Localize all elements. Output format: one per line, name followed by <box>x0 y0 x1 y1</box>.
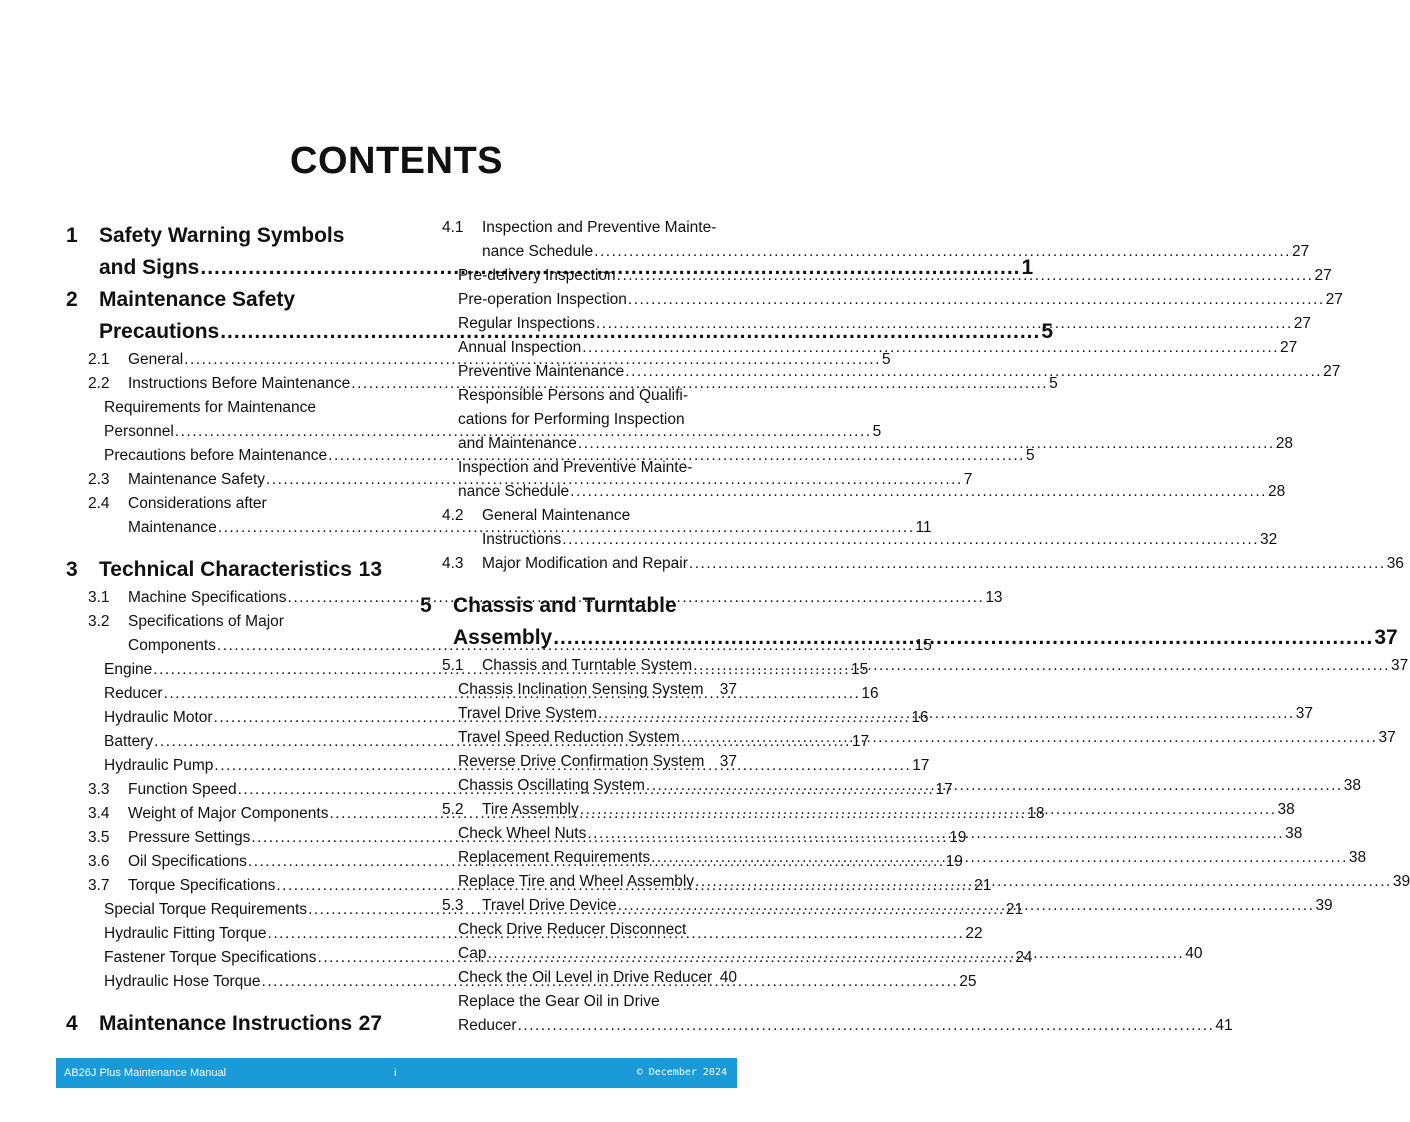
toc-entry[interactable] <box>420 480 1286 504</box>
toc-entry-title: Instructions Before Maintenance <box>128 375 351 392</box>
toc-entry-number: 3.6 <box>88 853 110 870</box>
footer-page-number: i <box>394 1067 397 1079</box>
toc-entry-page: 16 <box>861 685 879 702</box>
toc-entry <box>420 990 737 1014</box>
toc-spacer <box>66 540 382 554</box>
toc-entry-title: Tire Assembly <box>482 801 579 818</box>
toc-leader-dots <box>578 432 1275 456</box>
toc-entry-number: 4.1 <box>442 219 464 236</box>
toc-entry-number: 2.1 <box>88 351 110 368</box>
toc-entry-page: 27 <box>1291 243 1310 260</box>
toc-entry <box>420 216 737 240</box>
toc-entry-title: Preventive Maintenance <box>458 363 625 380</box>
toc-entry-number: 3.1 <box>88 589 110 606</box>
toc-entry-title: Cap <box>458 945 487 962</box>
toc-entry-page: 28 <box>1267 483 1286 500</box>
toc-leader-dots <box>695 870 1392 894</box>
toc-entry-title: Battery <box>104 733 154 750</box>
toc-entry-title: Replace the Gear Oil in Drive <box>458 993 660 1010</box>
toc-entry-title: Specifications of Major <box>128 613 284 630</box>
toc-leader-dots <box>518 1014 1215 1038</box>
footer-date: © December 2024 <box>636 1067 727 1078</box>
toc-entry-number: 5.2 <box>442 801 464 818</box>
toc-entry-page: 32 <box>1260 531 1278 548</box>
toc-entry-page: 5 <box>881 351 891 368</box>
toc-leader-dots <box>594 240 1291 264</box>
toc-entry-title: Travel Drive System <box>458 705 597 722</box>
toc-leader-dots <box>689 552 1386 576</box>
toc-entry-title: Regular Inspections <box>458 315 595 332</box>
toc-leader-dots <box>618 894 1315 918</box>
toc-entry-title: nance Schedule <box>458 483 570 500</box>
toc-entry-title: Chassis and Turntable System <box>482 657 693 674</box>
toc-entry-number: 1 <box>66 224 78 247</box>
toc-entry-page: 17 <box>912 757 930 774</box>
toc-entry-page: 27 <box>1293 315 1312 332</box>
toc-entry[interactable] <box>420 264 1332 288</box>
toc-entry-title: Hydraulic Hose Torque <box>104 973 261 990</box>
toc-entry-page: 37 <box>719 753 737 770</box>
toc-entry-title: Technical Characteristics <box>99 558 352 581</box>
toc-entry-title: General <box>128 351 184 368</box>
toc-entry-title: Travel Drive Device <box>482 897 617 914</box>
toc-entry <box>420 408 737 432</box>
toc-entry[interactable] <box>420 312 1312 336</box>
toc-entry-title: Hydraulic Pump <box>104 757 214 774</box>
toc-entry-page: 16 <box>911 709 929 726</box>
toc-entry <box>66 610 382 634</box>
toc-entry-title: Pre-operation Inspection <box>458 291 627 308</box>
toc-entry-number: 2.4 <box>88 495 110 512</box>
toc-leader-dots <box>582 336 1279 360</box>
toc-entry-title: Chassis and Turntable <box>453 594 677 617</box>
toc-entry <box>66 492 382 516</box>
toc-entry-page: 1 <box>1021 256 1034 279</box>
toc-entry-title: and Maintenance <box>458 435 577 452</box>
toc-entry-title: Annual Inspection <box>458 339 582 356</box>
toc-entry-title: Hydraulic Fitting Torque <box>104 925 267 942</box>
toc-entry-title: Maintenance Instructions <box>99 1012 353 1035</box>
toc-entry-page: 21 <box>974 877 992 894</box>
toc-entry-number: 3.4 <box>88 805 110 822</box>
toc-leader-dots <box>693 654 1390 678</box>
toc-entry-page: 39 <box>1392 873 1410 890</box>
toc-entry-page: 40 <box>719 969 737 986</box>
toc-entry-number: 2 <box>66 288 78 311</box>
toc-entry-page: 36 <box>1386 555 1404 572</box>
toc-entry-title: Check Drive Reducer Disconnect <box>458 921 687 938</box>
toc-entry[interactable] <box>420 528 1278 552</box>
toc-entry-title: Requirements for Maintenance <box>104 399 316 416</box>
toc-entry-number: 4.2 <box>442 507 464 524</box>
toc-entry-title: Reducer <box>104 685 163 702</box>
toc-entry-number: 5 <box>420 594 432 617</box>
toc-entry-page: 5 <box>1041 320 1054 343</box>
toc-entry[interactable] <box>66 1008 382 1040</box>
toc-entry-title: Safety Warning Symbols <box>99 224 345 247</box>
toc-entry-page: 15 <box>851 661 869 678</box>
toc-entry-title: Weight of Major Components <box>128 805 329 822</box>
toc-entry-title: Pressure Settings <box>128 829 251 846</box>
toc-leader-dots <box>580 798 1277 822</box>
toc-entry-page: 37 <box>1391 657 1409 674</box>
toc-leader-dots <box>487 942 1184 966</box>
toc-entry-title: Precautions before Maintenance <box>104 447 328 464</box>
toc-entry-page: 41 <box>1215 1017 1233 1034</box>
toc-entry[interactable] <box>420 678 737 702</box>
toc-entry-title: Engine <box>104 661 153 678</box>
toc-entry-page: 27 <box>1325 291 1343 308</box>
toc-entry-title: Considerations after <box>128 495 267 512</box>
page-footer <box>56 1058 737 1088</box>
toc-entry-title: Function Speed <box>128 781 237 798</box>
toc-entry-page: 37 <box>1378 729 1396 746</box>
toc-entry-page: 38 <box>1285 825 1303 842</box>
toc-leader-dots <box>646 774 1343 798</box>
toc-entry-page: 18 <box>1027 805 1045 822</box>
toc-entry-title: Hydraulic Motor <box>104 709 213 726</box>
toc-entry-number: 5.3 <box>442 897 464 914</box>
toc-spacer <box>420 576 737 590</box>
toc-leader-dots <box>596 312 1293 336</box>
toc-entry-page: 11 <box>915 519 932 536</box>
toc-entry <box>66 284 382 316</box>
toc-entry-number: 2.2 <box>88 375 110 392</box>
footer-manual-title: AB26J Plus Maintenance Manual <box>64 1067 227 1079</box>
toc-entry-number: 2.3 <box>88 471 110 488</box>
toc-entry <box>420 590 737 622</box>
toc-entry-title: Inspection and Preventive Mainte- <box>458 459 693 476</box>
toc-leader-dots <box>617 264 1314 288</box>
toc-entry-page: 37 <box>1374 626 1398 649</box>
toc-entry-page: 7 <box>963 471 973 488</box>
toc-entry-title: and Signs <box>99 256 200 279</box>
toc-entry[interactable] <box>420 336 1298 360</box>
toc-entry-page: 25 <box>959 973 977 990</box>
toc-entry[interactable] <box>420 288 1343 312</box>
toc-entry-page: 17 <box>935 781 953 798</box>
toc-entry-title: Special Torque Requirements <box>104 901 308 918</box>
toc-leader-dots <box>587 822 1284 846</box>
toc-entry-title: Major Modification and Repair <box>482 555 688 572</box>
toc-entry-title: Travel Speed Reduction System <box>458 729 680 746</box>
toc-entry-page: 37 <box>719 681 737 698</box>
toc-entry <box>420 504 737 528</box>
toc-entry-page: 27 <box>358 1012 382 1035</box>
toc-entry-title: Inspection and Preventive Mainte- <box>482 219 717 236</box>
toc-entry-title: cations for Performing Inspection <box>458 411 685 428</box>
toc-entry-page: 37 <box>1295 705 1313 722</box>
toc-entry-page: 27 <box>1280 339 1298 356</box>
toc-entry-title: Fastener Torque Specifications <box>104 949 317 966</box>
toc-entry-page: 28 <box>1275 435 1293 452</box>
toc-leader-dots <box>598 702 1295 726</box>
toc-entry-page: 21 <box>1005 901 1024 918</box>
toc-entry-number: 4 <box>66 1012 78 1035</box>
toc-entry-title: nance Schedule <box>482 243 594 260</box>
toc-entry[interactable] <box>420 1014 1233 1038</box>
toc-entry-page: 40 <box>1185 945 1203 962</box>
toc-entry-number: 3.5 <box>88 829 110 846</box>
toc-leader-dots <box>681 726 1378 750</box>
toc-entry <box>66 220 382 252</box>
toc-entry <box>66 396 382 420</box>
toc-leader-dots <box>628 288 1325 312</box>
toc-entry-title: Maintenance <box>128 519 217 536</box>
toc-entry-title: Pre-delivery Inspection <box>458 267 616 284</box>
toc-entry-title: Reverse Drive Confirmation System <box>458 753 705 770</box>
toc-entry-page: 38 <box>1348 849 1367 866</box>
toc-entry[interactable] <box>66 554 382 586</box>
toc-entry-title: Precautions <box>99 320 220 343</box>
toc-entry-page: 19 <box>945 853 963 870</box>
toc-entry-title: General Maintenance <box>482 507 631 524</box>
toc-entry-title: Oil Specifications <box>128 853 247 870</box>
toc-entry-page: 22 <box>965 925 983 942</box>
toc-entry[interactable] <box>420 552 1404 576</box>
toc-entry-page: 13 <box>358 558 382 581</box>
toc-entry-title: Components <box>128 637 216 654</box>
toc-entry-title: Instructions <box>482 531 562 548</box>
toc-entry[interactable] <box>420 360 1341 384</box>
toc-entry-page: 15 <box>914 637 932 654</box>
toc-entry-number: 5.1 <box>442 657 464 674</box>
toc-entry <box>420 918 737 942</box>
toc-entry-title: Machine Specifications <box>128 589 287 606</box>
toc-entry-page: 27 <box>1323 363 1341 380</box>
toc-entry-title: Chassis Oscillating System <box>458 777 645 794</box>
toc-entry-title: Personnel <box>104 423 174 440</box>
toc-entry-title: Torque Specifications <box>128 877 276 894</box>
toc-entry-page: 5 <box>872 423 882 440</box>
toc-entry-number: 3.3 <box>88 781 110 798</box>
toc-entry-title: Reducer <box>458 1017 517 1034</box>
toc-entry-title: Maintenance Safety <box>99 288 296 311</box>
toc-entry-number: 3 <box>66 558 78 581</box>
toc-entry-title: Check Wheel Nuts <box>458 825 587 842</box>
toc-entry-number: 4.3 <box>442 555 464 572</box>
toc-entry-page: 24 <box>1015 949 1033 966</box>
toc-entry[interactable] <box>420 240 1310 264</box>
page-title: CONTENTS <box>290 140 503 182</box>
toc-entry[interactable] <box>420 432 1293 456</box>
toc-leader-dots <box>625 360 1322 384</box>
toc-entry-page: 19 <box>949 829 967 846</box>
toc-entry <box>420 456 737 480</box>
toc-entry-title: Assembly <box>453 626 553 649</box>
toc-entry-page: 5 <box>1049 375 1058 392</box>
toc-entry-page: 17 <box>851 733 870 750</box>
toc-entry[interactable] <box>420 750 737 774</box>
toc-entry-page: 27 <box>1314 267 1332 284</box>
toc-entry-title: Check the Oil Level in Drive Reducer <box>458 969 713 986</box>
toc-entry-page: 38 <box>1277 801 1295 818</box>
toc-entry-title: Replace Tire and Wheel Assembly <box>458 873 695 890</box>
toc-entry[interactable] <box>420 966 737 990</box>
toc-leader-dots <box>570 480 1267 504</box>
toc-entry-number: 3.2 <box>88 613 110 630</box>
toc-leader-dots <box>562 528 1259 552</box>
toc-spacer <box>66 994 382 1008</box>
toc-entry-title: Chassis Inclination Sensing System <box>458 681 704 698</box>
toc-entry-page: 5 <box>1025 447 1035 464</box>
toc-entry-title: Replacement Requirements <box>458 849 651 866</box>
toc-entry <box>420 384 737 408</box>
toc-entry-title: Responsible Persons and Qualifi- <box>458 387 689 404</box>
toc-leader-dots <box>553 622 1373 654</box>
toc-entry-title: Maintenance Safety <box>128 471 266 488</box>
toc-leader-dots <box>651 846 1348 870</box>
toc-entry-page: 13 <box>985 589 1003 606</box>
toc-entry-number: 3.7 <box>88 877 110 894</box>
toc-entry-page: 39 <box>1315 897 1333 914</box>
toc-entry-page: 38 <box>1343 777 1361 794</box>
